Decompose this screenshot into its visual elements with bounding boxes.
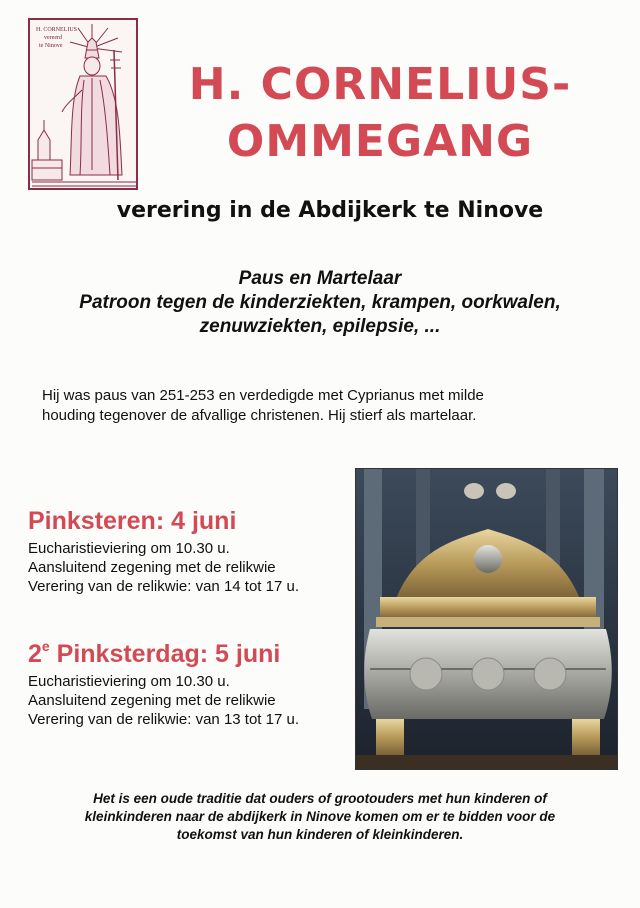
engraving-caption-line: H. CORNELIUS: [36, 27, 78, 33]
reliquary-drawing: [356, 469, 618, 770]
bio-line: houding tegenover de afvallige christenen. Hij stierf als martelaar.: [42, 407, 477, 424]
title-line-2: OMMEGANG: [226, 116, 534, 167]
patron-line: Paus en Martelaar: [238, 268, 402, 289]
event-line: Verering van de relikwie: van 13 tot 17 u.: [28, 711, 299, 728]
event-line: Aansluitend zegening met de relikwie: [28, 692, 276, 709]
patron-line: zenuwziekten, epilepsie, ...: [199, 316, 441, 337]
reliquary-photo: [355, 468, 618, 770]
tradition-line: toekomst van hun kinderen of kleinkinderen.: [176, 827, 464, 842]
saint-cornelius-engraving: [28, 18, 138, 190]
event-line: Eucharistieviering om 10.30 u.: [28, 673, 230, 690]
tradition-line: Het is een oude traditie dat ouders of grootouders met hun kinderen of: [93, 791, 547, 806]
title-line-1: H. CORNELIUS-: [188, 59, 572, 110]
engraving-caption: [36, 26, 77, 50]
heading-superscript: e: [41, 638, 50, 654]
heading-rest: Pinksterdag: 5 juni: [49, 640, 281, 668]
event-line: Verering van de relikwie: van 14 tot 17 u.: [28, 578, 299, 595]
event-heading-pinksteren: Pinksteren: 4 juni: [28, 507, 237, 535]
event-line: Aansluitend zegening met de relikwie: [28, 559, 276, 576]
patron-line: Patroon tegen de kinderziekten, krampen, oorkwalen,: [79, 292, 561, 313]
bio-line: Hij was paus van 251-253 en verdedigde met Cyprianus met milde: [42, 387, 484, 404]
subtitle: verering in de Abdijkerk te Ninove: [116, 198, 544, 223]
tradition-line: kleinkinderen naar de abdijkerk in Ninove komen om er te bidden voor de: [84, 809, 556, 824]
event-line: Eucharistieviering om 10.30 u.: [28, 540, 230, 557]
engraving-caption-line: te Ninove: [39, 43, 63, 49]
engraving-caption-line: vereerd: [44, 35, 62, 41]
event-heading-2e-pinksterdag: [28, 640, 280, 669]
heading-number: 2: [28, 640, 42, 668]
